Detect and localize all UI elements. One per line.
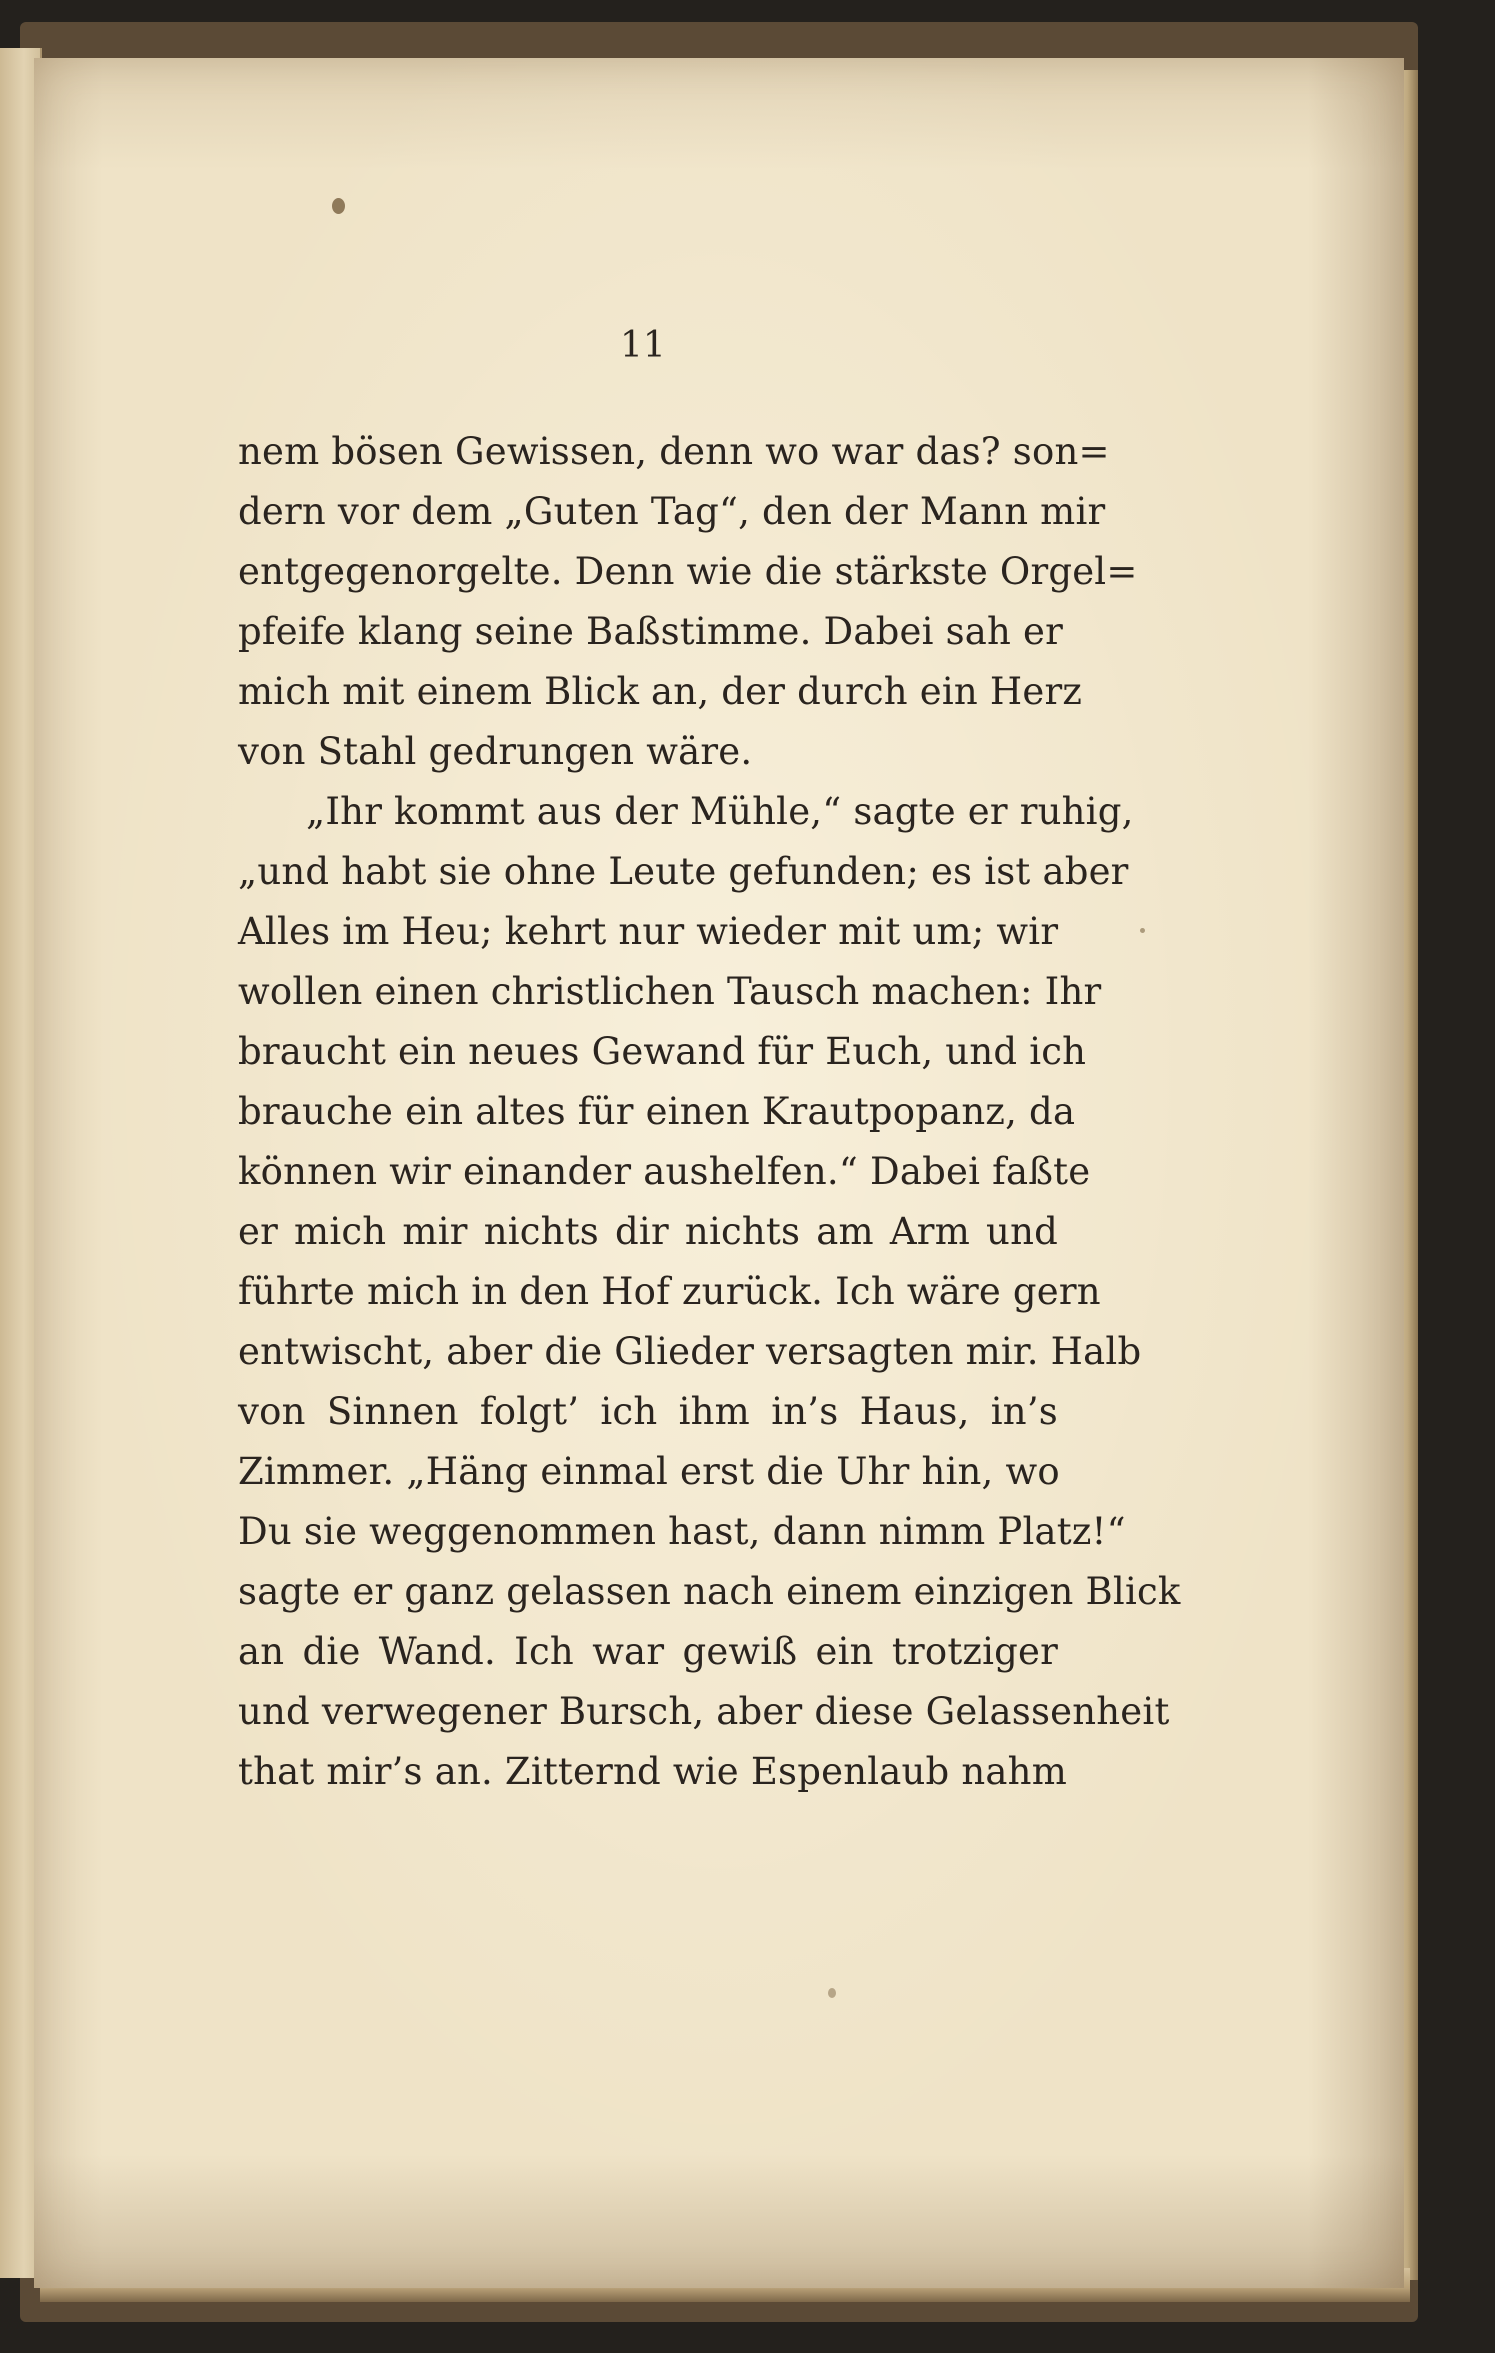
text-line: Zimmer. „Häng einmal erst die Uhr hin, wo: [238, 1450, 1060, 1493]
text-line: entwischt, aber die Glieder versagten mir. Halb: [238, 1330, 1142, 1373]
text-line: brauche ein altes für einen Krautpopanz, da: [238, 1090, 1076, 1133]
body-text: [238, 422, 1181, 1802]
text-line: dern vor dem „Guten Tag“, den der Mann mir: [238, 490, 1106, 533]
paper-spot: [828, 1988, 836, 1998]
text-line: führte mich in den Hof zurück. Ich wäre gern: [238, 1270, 1101, 1313]
paper-spot: [332, 198, 345, 214]
text-line: pfeife klang seine Baßstimme. Dabei sah er: [238, 610, 1064, 653]
text-line: von Stahl gedrungen wäre.: [238, 730, 753, 773]
text-line: können wir einander aushelfen.“ Dabei faßte: [238, 1150, 1091, 1193]
text-line: mich mit einem Blick an, der durch ein Herz: [238, 670, 1083, 713]
text-line: von Sinnen folgt’ ich ihm in’s Haus, in’s: [238, 1390, 1058, 1433]
paper-spot: [1140, 928, 1145, 933]
text-line: Du sie weggenommen hast, dann nimm Platz!“: [238, 1510, 1126, 1553]
text-line: sagte er ganz gelassen nach einem einzigen Blick: [238, 1570, 1181, 1613]
text-line: nem bösen Gewissen, denn wo war das? son=: [238, 430, 1110, 473]
page-number: 11: [620, 325, 666, 366]
text-line: braucht ein neues Gewand für Euch, und ich: [238, 1030, 1087, 1073]
text-line: und verwegener Bursch, aber diese Gelassenheit: [238, 1690, 1170, 1733]
text-line: an die Wand. Ich war gewiß ein trotziger: [238, 1630, 1058, 1673]
text-line: Alles im Heu; kehrt nur wieder mit um; wir: [238, 910, 1059, 953]
text-line: „und habt sie ohne Leute gefunden; es ist aber: [238, 850, 1129, 893]
text-line: wollen einen christlichen Tausch machen: Ihr: [238, 970, 1102, 1013]
text-line: er mich mir nichts dir nichts am Arm und: [238, 1210, 1058, 1253]
text-line: entgegenorgelte. Denn wie die stärkste Orgel=: [238, 550, 1138, 593]
text-line: „Ihr kommt aus der Mühle,“ sagte er ruhig,: [306, 790, 1134, 833]
text-line: that mir’s an. Zitternd wie Espenlaub nahm: [238, 1750, 1067, 1793]
